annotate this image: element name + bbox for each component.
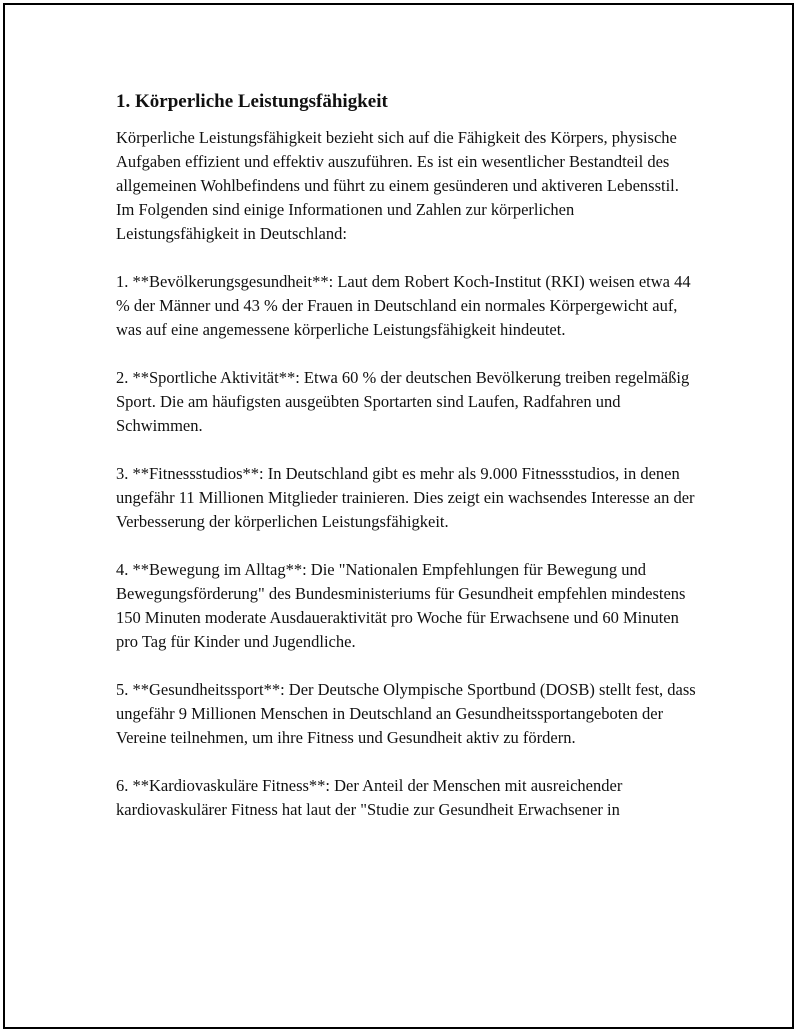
intro-paragraph: Körperliche Leistungsfähigkeit bezieht sich auf die Fähigkeit des Körpers, physische Aufgaben effizient und effektiv auszuführen. Es ist ein wesentlicher Bestandteil des allgemeinen Wohlbefindens und führt zu einem gesünderen und aktiveren Lebensstil. Im Folgenden sind einige Informationen und Zahlen zur körperlichen Leistungsfähigkeit in Deutschland: (116, 128, 679, 243)
list-item-cardio-fitness: 6. **Kardiovaskuläre Fitness**: Der Anteil der Menschen mit ausreichender kardiovaskulärer Fitness hat laut der "Studie zur Gesundheit Erwachsener in (116, 776, 623, 819)
document-body (116, 90, 696, 846)
list-item-fitness-studios: 3. **Fitnessstudios**: In Deutschland gibt es mehr als 9.000 Fitnessstudios, in denen ungefähr 11 Millionen Mitglieder trainieren. Dies zeigt ein wachsendes Interesse an der Verbesserung der körperlichen Leistungsfähigkeit. (116, 464, 695, 531)
list-item-sport-activity: 2. **Sportliche Aktivität**: Etwa 60 % der deutschen Bevölkerung treiben regelmäßig Sport. Die am häufigsten ausgeübten Sportarten sind Laufen, Radfahren und Schwimmen. (116, 368, 690, 435)
list-item-health-sport: 5. **Gesundheitssport**: Der Deutsche Olympische Sportbund (DOSB) stellt fest, dass ungefähr 9 Millionen Menschen in Deutschland an Gesundheitssportangeboten der Vereine teilnehmen, um ihre Fitness und Gesundheit aktiv zu fördern. (116, 680, 696, 747)
section-heading: 1. Körperliche Leistungsfähigkeit (116, 91, 388, 112)
list-item-population-health: 1. **Bevölkerungsgesundheit**: Laut dem Robert Koch-Institut (RKI) weisen etwa 44 % der Männer und 43 % der Frauen in Deutschland ein normales Körpergewicht auf, was auf eine angemessene körperliche Leistungsfähigkeit hindeutet. (116, 272, 691, 339)
list-item-everyday-movement: 4. **Bewegung im Alltag**: Die "Nationalen Empfehlungen für Bewegung und Bewegungsförderung" des Bundesministeriums für Gesundheit empfehlen mindestens 150 Minuten moderate Ausdaueraktivität pro Woche für Erwachsene und 60 Minuten pro Tag für Kinder und Jugendliche. (116, 560, 686, 651)
